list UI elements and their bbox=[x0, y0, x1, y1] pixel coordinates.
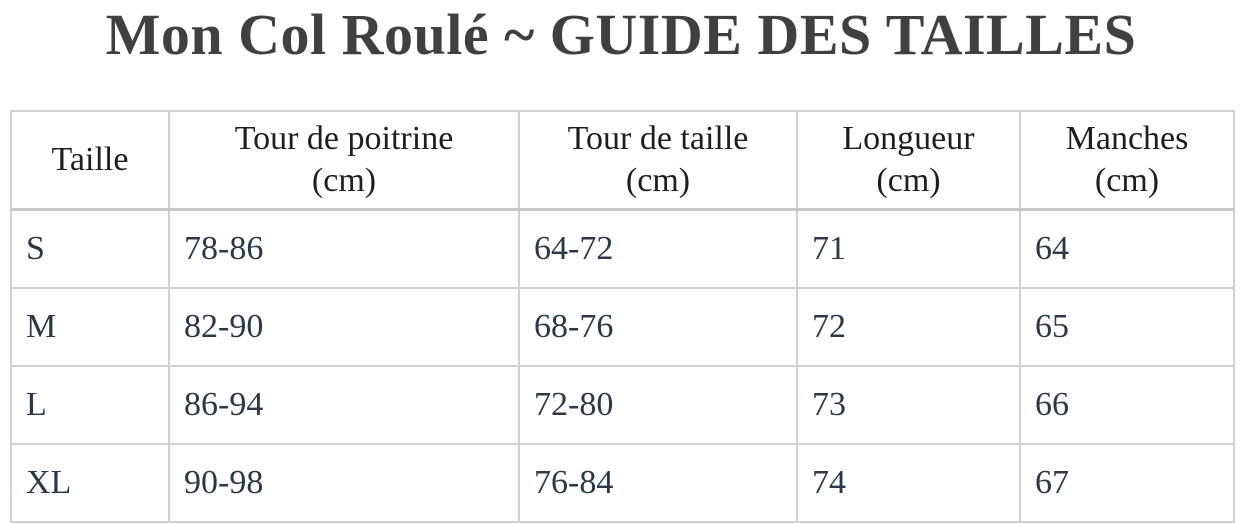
size-row-l bbox=[11, 366, 1234, 444]
column-header-unit: (cm) bbox=[311, 161, 377, 199]
cell-size-label: XL bbox=[11, 444, 169, 522]
size-row-m bbox=[11, 288, 1234, 366]
column-header-title: Tour de poitrine bbox=[234, 119, 454, 157]
column-header-unit: (cm) bbox=[625, 161, 691, 199]
size-row-xl bbox=[11, 444, 1234, 522]
cell-chest: 86-94 bbox=[169, 366, 519, 444]
column-header-title: Longueur bbox=[842, 119, 975, 157]
page-title: Mon Col Roulé ~ GUIDE DES TAILLES bbox=[105, 2, 1137, 67]
cell-sleeve: 64 bbox=[1020, 209, 1234, 288]
cell-size-label: M bbox=[11, 288, 169, 366]
cell-chest: 82-90 bbox=[169, 288, 519, 366]
cell-length: 71 bbox=[797, 209, 1020, 288]
cell-size-label: S bbox=[11, 209, 169, 288]
cell-chest: 90-98 bbox=[169, 444, 519, 522]
cell-waist: 68-76 bbox=[519, 288, 797, 366]
column-header-tour-de-poitrine bbox=[169, 111, 519, 210]
table-header-row bbox=[11, 111, 1234, 210]
column-header-tour-de-taille bbox=[519, 111, 797, 210]
cell-length: 74 bbox=[797, 444, 1020, 522]
cell-chest: 78-86 bbox=[169, 209, 519, 288]
column-header-taille bbox=[11, 111, 169, 210]
cell-waist: 64-72 bbox=[519, 209, 797, 288]
size-row-s bbox=[11, 209, 1234, 288]
column-header-longueur bbox=[797, 111, 1020, 210]
column-header-unit: (cm) bbox=[876, 161, 941, 199]
cell-length: 73 bbox=[797, 366, 1020, 444]
cell-sleeve: 65 bbox=[1020, 288, 1234, 366]
size-guide-table bbox=[10, 110, 1235, 523]
column-header-title: Manches bbox=[1065, 119, 1189, 157]
cell-sleeve: 67 bbox=[1020, 444, 1234, 522]
column-header-title: Tour de taille bbox=[567, 119, 749, 157]
column-header-manches bbox=[1020, 111, 1234, 210]
column-header-title: Taille bbox=[51, 140, 129, 178]
cell-size-label: L bbox=[11, 366, 169, 444]
column-header-unit: (cm) bbox=[1094, 161, 1160, 199]
cell-sleeve: 66 bbox=[1020, 366, 1234, 444]
cell-waist: 72-80 bbox=[519, 366, 797, 444]
cell-length: 72 bbox=[797, 288, 1020, 366]
cell-waist: 76-84 bbox=[519, 444, 797, 522]
